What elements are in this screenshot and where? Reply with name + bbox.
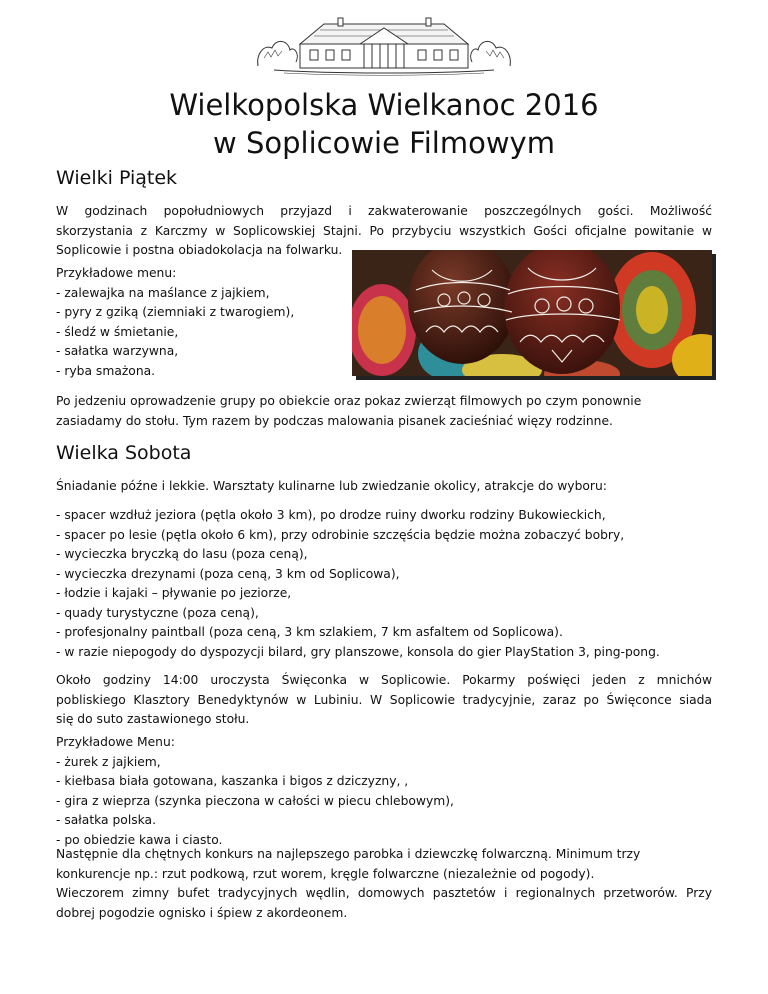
easter-eggs-photo: [352, 250, 712, 376]
heading-saturday: Wielka Sobota: [56, 442, 192, 464]
text-line: skorzystania z Karczmy w Soplicowskiej Stajni. Po przybyciu wszystkich Gości oficjalne powitanie w: [56, 223, 712, 238]
list-item: - profesjonalny paintball (poza ceną, 3 km szlakiem, 7 km asfaltem od Soplicowa).: [56, 625, 563, 639]
saturday-evening-paragraph: [56, 845, 712, 923]
friday-after-paragraph: [56, 392, 712, 431]
saturday-menu-list: [56, 733, 712, 850]
list-item: - łodzie i kajaki – pływanie po jeziorze,: [56, 586, 292, 600]
manor-house-logo: [254, 14, 514, 76]
list-item: - spacer wzdłuż jeziora (pętla około 3 km), po drodze ruiny dworku rodziny Bukowieckich,: [56, 508, 606, 522]
saturday-activities-list: [56, 506, 712, 662]
text-line: zasiadamy do stołu. Tym razem by podczas malowania pisanek zacieśniać więzy rodzinne.: [56, 413, 613, 428]
list-item: - gira z wieprza (szynka pieczona w całości w piecu chlebowym),: [56, 793, 454, 808]
list-item: - sałatka polska.: [56, 813, 156, 827]
menu-heading: Przykładowe menu:: [56, 266, 177, 280]
text-line: konkurencje np.: rzut podkową, rzut worem, kręgle folwarczne (niezależnie od pogody).: [56, 866, 595, 881]
text-line: Około godziny 14:00 uroczysta Święconka w Soplicowie. Pokarmy poświęci jeden z mnichów: [56, 673, 712, 687]
title-line-2: w Soplicowie Filmowym: [213, 126, 555, 160]
saturday-blessing-paragraph: [56, 671, 712, 730]
list-item: - kiełbasa biała gotowana, kaszanka i bigos z dziczyzny, ,: [56, 774, 409, 788]
heading-friday: Wielki Piątek: [56, 167, 178, 189]
list-item: - po obiedzie kawa i ciasto.: [56, 832, 223, 847]
text-line: Soplicowie i postna obiadokolacja na folwarku.: [56, 243, 343, 257]
text-line: dobrej pogodzie ognisko i śpiew z akordeonem.: [56, 905, 348, 920]
text-line: Śniadanie późne i lekkie. Warsztaty kulinarne lub zwiedzanie okolicy, atrakcje do wyboru:: [56, 479, 607, 493]
text-line: Wieczorem zimny bufet tradycyjnych wędlin, domowych pasztetów i regionalnych przetworów. Przy: [56, 886, 712, 900]
list-item: - spacer po lesie (pętla około 6 km), przy odrobinie szczęścia będzie można zobaczyć bobry,: [56, 527, 625, 542]
text-line: pobliskiego Klasztory Benedyktynów w Lubiniu. W Soplicowie tradycyjnie, zaraz po Święconce siada: [56, 692, 712, 707]
page-title: [0, 86, 768, 162]
list-item: - ryba smażona.: [56, 363, 156, 378]
list-item: - zalewajka na maślance z jajkiem,: [56, 285, 270, 300]
title-line-1: Wielkopolska Wielkanoc 2016: [169, 88, 599, 122]
list-item: - wycieczka drezynami (poza ceną, 3 km od Soplicowa),: [56, 566, 400, 581]
friday-menu-list: [56, 264, 346, 381]
list-item: - w razie niepogody do dyspozycji bilard, gry planszowe, konsola do gier PlayStation 3, ping-pong.: [56, 644, 660, 659]
text-line: Po jedzeniu oprowadzenie grupy po obiekcie oraz pokaz zwierząt filmowych po czym ponownie: [56, 394, 642, 408]
list-item: - żurek z jajkiem,: [56, 754, 161, 769]
list-item: - sałatka warzywna,: [56, 344, 179, 358]
list-item: - śledź w śmietanie,: [56, 324, 179, 339]
text-line: W godzinach popołudniowych przyjazd i zakwaterowanie poszczególnych gości. Możliwość: [56, 204, 712, 218]
text-line: Następnie dla chętnych konkurs na najlepszego parobka i dziewczkę folwarczną. Minimum trzy: [56, 847, 641, 861]
list-item: - pyry z gziką (ziemniaki z twarogiem),: [56, 305, 295, 319]
list-item: - quady turystyczne (poza ceną),: [56, 605, 259, 620]
text-line: się do suto zastawionego stołu.: [56, 712, 250, 726]
saturday-intro: [56, 477, 712, 497]
menu-heading: Przykładowe Menu:: [56, 735, 175, 749]
list-item: - wycieczka bryczką do lasu (poza ceną),: [56, 547, 308, 561]
